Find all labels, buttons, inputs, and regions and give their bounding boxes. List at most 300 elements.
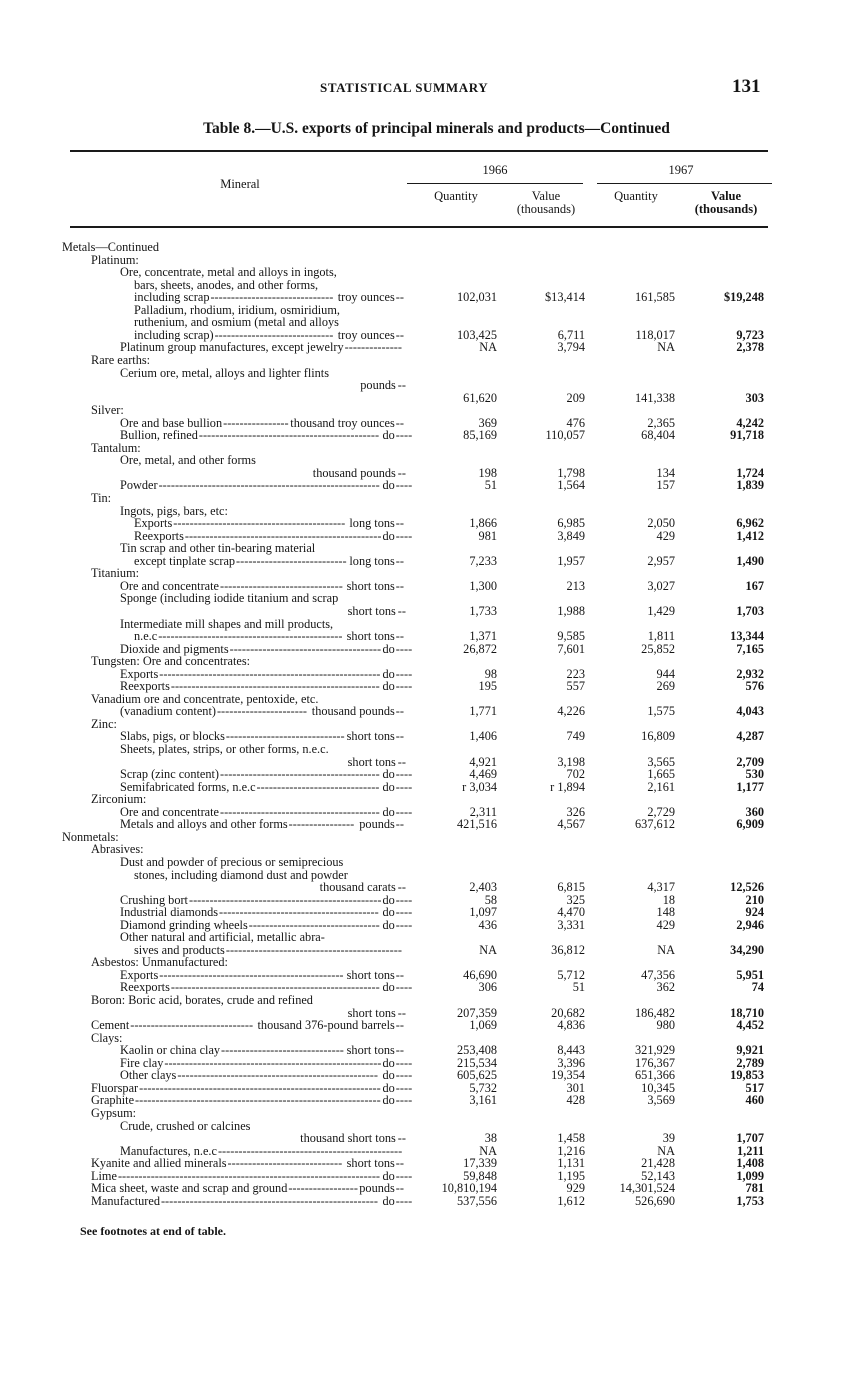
table-row [0, 592, 857, 605]
value-1967-cell: 19,853 [730, 1068, 764, 1083]
quantity-1966-cell: 4,921 [469, 754, 497, 769]
dot-leader: -- [397, 379, 406, 393]
quantity-1966-cell: 436 [478, 917, 497, 932]
table-row [0, 743, 857, 756]
quantity-1967-cell: 429 [656, 528, 675, 543]
quantity-1967-cell: NA [657, 340, 675, 355]
value-1966-cell: $13,414 [545, 290, 585, 305]
value-1967-cell: 530 [745, 767, 764, 782]
dot-leader: ---- [395, 479, 413, 493]
dot-leader: -- [397, 466, 406, 480]
row-label: Platinum: [91, 252, 139, 267]
quantity-1966-cell: 253,408 [457, 1043, 497, 1058]
row-label: Ore and concentrate [120, 578, 219, 593]
quantity-1967-cell: 186,482 [635, 1005, 675, 1020]
row-unit: short tons [347, 754, 396, 769]
row-label: Mica sheet, waste and scrap and ground [91, 1181, 288, 1196]
quantity-1966-cell: 1,771 [469, 704, 497, 719]
quantity-1966-cell: r 3,034 [462, 779, 497, 794]
table-header-rule [70, 226, 768, 228]
quantity-1966-cell: 98 [484, 666, 497, 681]
row-label: Cement [91, 1018, 130, 1033]
quantity-1966-cell: 2,311 [469, 804, 497, 819]
dot-leader: ---------------------------- [227, 1157, 343, 1171]
quantity-1966-cell: NA [479, 1143, 497, 1158]
value-1967-cell: 1,707 [736, 1131, 764, 1146]
row-label: Ore, concentrate, metal and alloys in ingots, [120, 265, 337, 280]
row-unit: do [382, 779, 395, 794]
value-1967-cell: 1,412 [736, 528, 764, 543]
dot-leader: -- [395, 517, 404, 531]
table-row [0, 869, 857, 882]
dot-leader: --------------------------------------- [219, 906, 379, 920]
dot-leader: ------------------------------------- [229, 642, 382, 656]
row-label: Nonmetals: [62, 829, 119, 844]
quantity-1967-cell: 3,569 [647, 1093, 675, 1108]
quantity-1967-cell: 3,565 [647, 754, 675, 769]
value-1966-cell: 6,985 [557, 516, 585, 531]
value-1966-cell: 749 [566, 729, 585, 744]
value-1967-cell: 924 [745, 905, 764, 920]
quantity-1967-cell: 2,365 [647, 415, 675, 430]
dot-leader: -- [395, 416, 404, 430]
dot-leader: ---------------- [223, 416, 289, 430]
value-1966-cell: 3,198 [557, 754, 585, 769]
row-unit: do [382, 1093, 395, 1108]
quantity-1967-cell: 1,575 [647, 704, 675, 719]
dot-leader: -- [395, 554, 404, 568]
value-1967-cell: 34,290 [730, 942, 764, 957]
row-label: Intermediate mill shapes and mill products, [120, 616, 334, 631]
quantity-1966-cell: 537,556 [457, 1193, 497, 1208]
row-label: Tin: [91, 491, 112, 505]
table-title-text: Table 8.—U.S. exports of principal minerals and products—Continued [203, 120, 670, 137]
quantity-1967-cell: 2,729 [647, 804, 675, 819]
header-year-1966: 1966 [482, 163, 508, 177]
dot-leader: ---- [395, 1069, 413, 1083]
row-unit: troy ounces [337, 327, 395, 342]
value-1966-cell: 3,396 [557, 1055, 585, 1070]
quantity-1967-cell: 148 [656, 905, 675, 920]
value-1967-cell: 2,932 [736, 666, 764, 681]
dot-leader: ------------------------------ [219, 579, 343, 593]
row-unit: do [382, 478, 395, 493]
row-label: Reexports [134, 528, 184, 543]
dot-leader: ----------------------------------------------------- [164, 1056, 382, 1070]
quantity-1967-cell: 944 [656, 666, 675, 681]
table-row [0, 266, 857, 279]
value-1967-cell: 4,043 [736, 704, 764, 719]
dot-leader: ---- [395, 805, 413, 819]
quantity-1967-cell: 16,809 [641, 729, 675, 744]
row-unit: do [382, 1080, 395, 1095]
dot-leader: ---- [395, 981, 413, 995]
row-unit: do [382, 1055, 395, 1070]
quantity-1966-cell: 1,733 [469, 603, 497, 618]
dot-leader: ---- [395, 1169, 413, 1183]
value-1966-cell: 428 [566, 1093, 585, 1108]
row-label: Fluorspar [91, 1080, 139, 1095]
row-label: Metals—Continued [62, 240, 160, 254]
row-label: Exports [120, 967, 159, 982]
table-row [0, 605, 857, 618]
dot-leader: ---- [395, 529, 413, 543]
row-label: Slabs, pigs, or blocks [120, 729, 225, 744]
value-1967-cell: 5,951 [736, 967, 764, 982]
value-1967-cell: 1,099 [736, 1168, 764, 1183]
row-label: Exports [120, 666, 159, 681]
value-1967-cell: 517 [745, 1080, 764, 1095]
row-label: Crushing bort [120, 892, 188, 907]
value-1966-cell: 4,470 [557, 905, 585, 920]
header-mineral: Mineral [220, 177, 260, 191]
quantity-1967-cell: 14,301,524 [619, 1181, 675, 1196]
value-1966-cell: 3,331 [557, 917, 585, 932]
quantity-1967-cell: 1,665 [647, 767, 675, 782]
row-unit: thousand short tons [300, 1131, 396, 1146]
value-1966-cell: 1,798 [557, 465, 585, 480]
quantity-1966-cell: 1,371 [469, 629, 497, 644]
row-unit: short tons [346, 1156, 395, 1171]
row-label: stones, including diamond dust and powder [134, 867, 348, 882]
dot-leader: ------------------------------------------------- [177, 1069, 378, 1083]
row-label: Metals and alloys and other forms [120, 817, 288, 832]
value-1967-cell: 2,946 [736, 917, 764, 932]
value-1966-cell: 8,443 [557, 1043, 585, 1058]
quantity-1966-cell: 46,690 [463, 967, 497, 982]
row-unit: thousand pounds [311, 704, 395, 719]
table-row [0, 1195, 857, 1208]
quantity-1967-cell: 2,161 [647, 779, 675, 794]
row-label: Graphite [91, 1093, 135, 1108]
quantity-1967-cell: 269 [656, 679, 675, 694]
dot-leader: ----------------------------- [225, 730, 345, 744]
row-unit: troy ounces [337, 290, 395, 305]
dot-leader: -- [395, 291, 404, 305]
table-row [0, 505, 857, 518]
value-1966-cell: 1,195 [557, 1168, 585, 1183]
value-1967-cell: 1,211 [737, 1143, 764, 1158]
dot-leader: ----------------------------------------------- [188, 893, 382, 907]
value-1966-cell: 1,216 [557, 1143, 585, 1158]
dot-leader: -------------------------------- [248, 918, 380, 932]
dot-leader: ----------------- [288, 1182, 358, 1196]
value-1966-cell: 1,564 [557, 478, 585, 493]
header-value-label: Value [531, 189, 561, 203]
quantity-1966-cell: 5,732 [469, 1080, 497, 1095]
value-1966-cell: 1,612 [557, 1193, 585, 1208]
table-row [0, 1120, 857, 1133]
quantity-1967-cell: 429 [656, 917, 675, 932]
dot-leader: --------------------------------------------------- [170, 981, 380, 995]
dot-leader: -- [397, 881, 406, 895]
value-1966-cell: 702 [566, 767, 585, 782]
row-label: Crude, crushed or calcines [120, 1118, 251, 1133]
footnote: See footnotes at end of table. [80, 1224, 226, 1238]
row-unit: short tons [346, 729, 395, 744]
quantity-1966-cell: 2,403 [469, 880, 497, 895]
quantity-1967-cell: 3,027 [647, 578, 675, 593]
value-1966-cell: 301 [566, 1080, 585, 1095]
dot-leader: -------------- [344, 341, 402, 355]
dot-leader: ----------------------------------------------------- [160, 1194, 378, 1208]
quantity-1966-cell: 1,069 [469, 1018, 497, 1033]
value-1966-cell: 476 [566, 415, 585, 430]
quantity-1966-cell: 58 [484, 892, 497, 907]
dot-leader: ------------------------------------------------------------ [135, 1094, 381, 1108]
quantity-1966-cell: 3,161 [469, 1093, 497, 1108]
table-row [0, 618, 857, 631]
quantity-1966-cell: NA [479, 340, 497, 355]
row-label: bars, sheets, anodes, and other forms, [134, 277, 319, 292]
row-unit: do [382, 917, 395, 932]
header-year-1967: 1967 [668, 163, 694, 177]
quantity-1967-cell: NA [657, 1143, 675, 1158]
row-label: Other natural and artificial, metallic abra- [120, 930, 325, 945]
dot-leader: ---- [395, 680, 413, 694]
dot-leader: ---- [395, 429, 413, 443]
row-unit: thousand 376-pound barrels [257, 1018, 395, 1033]
quantity-1966-cell: 198 [478, 465, 497, 480]
dot-leader: -- [395, 1157, 404, 1171]
row-label: ruthenium, and osmium (metal and alloys [134, 315, 339, 330]
row-label: Tungsten: Ore and concentrates: [91, 654, 251, 669]
header-quantity-1967: Quantity [614, 189, 658, 203]
table-row [0, 517, 857, 530]
quantity-1966-cell: 1,406 [469, 729, 497, 744]
value-1966-cell: 213 [566, 578, 585, 593]
table-row [0, 354, 857, 367]
quantity-1967-cell: 2,050 [647, 516, 675, 531]
quantity-1966-cell: 85,169 [463, 428, 497, 443]
row-unit: short tons [347, 1005, 396, 1020]
row-unit: short tons [346, 629, 395, 644]
quantity-1967-cell: 980 [656, 1018, 675, 1033]
dot-leader: --------------------------------------------- [158, 630, 343, 644]
table-row [0, 304, 857, 317]
row-label: Asbestos: Unmanufactured: [91, 955, 228, 970]
row-label: Other clays [120, 1068, 177, 1083]
row-unit: pounds [360, 378, 396, 393]
row-label: Rare earths: [91, 352, 151, 367]
row-unit: do [382, 1068, 395, 1083]
value-1967-cell: 210 [745, 892, 764, 907]
value-1966-cell: 7,601 [557, 641, 585, 656]
quantity-1967-cell: 10,345 [641, 1080, 675, 1095]
quantity-1966-cell: 369 [478, 415, 497, 430]
row-label: Sponge (including iodide titanium and scrap [120, 591, 339, 606]
value-1966-cell: 1,131 [557, 1156, 585, 1171]
value-1966-cell: 3,794 [557, 340, 585, 355]
row-unit: do [382, 641, 395, 656]
quantity-1967-cell: 25,852 [641, 641, 675, 656]
dot-leader: -------------------------------------------- [198, 429, 380, 443]
row-unit: do [382, 679, 395, 694]
row-label: Powder [120, 478, 158, 493]
row-unit: short tons [346, 967, 395, 982]
quantity-1967-cell: 362 [656, 980, 675, 995]
value-1967-cell: 13,344 [730, 629, 764, 644]
table-row [0, 479, 857, 492]
table-row [0, 454, 857, 467]
value-1967-cell: 2,709 [736, 754, 764, 769]
dot-leader: ------------------------------ [210, 291, 334, 305]
quantity-1966-cell: 1,097 [469, 905, 497, 920]
quantity-1967-cell: 651,366 [635, 1068, 675, 1083]
value-1967-cell: 12,526 [730, 880, 764, 895]
dot-leader: ------------------------------------------ [173, 517, 346, 531]
row-label: Tantalum: [91, 440, 141, 455]
quantity-1966-cell: 103,425 [457, 327, 497, 342]
table-row [0, 291, 857, 304]
dot-leader: -- [395, 630, 404, 644]
table-row [0, 818, 857, 831]
header-rule-1967 [597, 183, 772, 184]
row-label: sives and products [134, 942, 225, 957]
dot-leader: ---- [395, 667, 413, 681]
table-row [0, 931, 857, 944]
dot-leader: ---- [395, 1056, 413, 1070]
table-row [0, 705, 857, 718]
row-unit: short tons [346, 578, 395, 593]
header-value-label: Value [710, 189, 742, 203]
row-label: Gypsum: [91, 1105, 137, 1120]
row-unit: do [382, 666, 395, 681]
value-1966-cell: 1,957 [557, 553, 585, 568]
value-1967-cell: 74 [751, 980, 764, 995]
quantity-1967-cell: 18 [662, 892, 675, 907]
row-unit: do [382, 892, 395, 907]
value-1966-cell: 36,812 [551, 942, 585, 957]
quantity-1966-cell: 51 [484, 478, 497, 493]
quantity-1966-cell: 38 [484, 1131, 497, 1146]
table-row [0, 392, 857, 405]
value-1966-cell: 209 [566, 390, 585, 405]
row-unit: thousand troy ounces [290, 415, 395, 430]
quantity-1966-cell: 306 [478, 980, 497, 995]
row-label: Fire clay [120, 1055, 164, 1070]
dot-leader: --------------------------------------------- [159, 968, 344, 982]
value-1967-cell: 303 [745, 390, 764, 405]
quantity-1966-cell: 7,233 [469, 553, 497, 568]
dot-leader: ---------------- [288, 818, 355, 832]
row-unit: long tons [349, 516, 395, 531]
dot-leader: --------------------------- [236, 554, 347, 568]
row-label: Tin scrap and other tin-bearing material [120, 541, 316, 556]
row-label: including scrap [134, 290, 210, 305]
dot-leader: --------------------------------------------- [217, 1144, 403, 1158]
running-head [0, 78, 857, 98]
row-label: Scrap (zinc content) [120, 767, 220, 782]
value-1967-cell: 9,921 [736, 1043, 764, 1058]
row-unit: short tons [347, 603, 396, 618]
quantity-1967-cell: 1,429 [647, 603, 675, 618]
row-label: Platinum group manufactures, except jewelry [120, 340, 344, 355]
row-label: Reexports [120, 679, 170, 694]
dot-leader: -- [395, 818, 404, 832]
value-1966-cell: 4,226 [557, 704, 585, 719]
quantity-1966-cell: 605,625 [457, 1068, 497, 1083]
table-row [0, 542, 857, 555]
row-unit: do [382, 528, 395, 543]
row-label: including scrap) [134, 327, 214, 342]
quantity-1967-cell: 526,690 [635, 1193, 675, 1208]
dot-leader: ---- [395, 1081, 413, 1095]
value-1966-cell: 557 [566, 679, 585, 694]
row-unit: do [382, 1193, 395, 1208]
header-value-1967 [683, 190, 769, 216]
dot-leader: ---- [395, 918, 413, 932]
value-1967-cell: 6,909 [736, 817, 764, 832]
table-title [0, 120, 857, 138]
row-label: Ingots, pigs, bars, etc: [120, 503, 228, 518]
row-label: Diamond grinding wheels [120, 917, 248, 932]
header-value-units: (thousands) [516, 202, 576, 216]
dot-leader: -- [397, 604, 406, 618]
value-1966-cell: 1,988 [557, 603, 585, 618]
quantity-1967-cell: 161,585 [635, 290, 675, 305]
dot-leader: ------------------------------ [256, 780, 380, 794]
value-1966-cell: 51 [572, 980, 585, 995]
row-label: Vanadium ore and concentrate, pentoxide, etc. [91, 691, 319, 706]
table-row [0, 856, 857, 869]
row-unit: do [382, 905, 395, 920]
value-1966-cell: 6,815 [557, 880, 585, 895]
dot-leader: ------------------------------------------------------ [159, 667, 381, 681]
quantity-1966-cell: 421,516 [457, 817, 497, 832]
table-top-rule [70, 150, 768, 152]
quantity-1967-cell: 321,929 [635, 1043, 675, 1058]
table-row [0, 994, 857, 1007]
quantity-1966-cell: 10,810,194 [441, 1181, 497, 1196]
row-label: Ore and concentrate [120, 804, 219, 819]
row-label: Zinc: [91, 716, 117, 731]
value-1966-cell: 20,682 [551, 1005, 585, 1020]
dot-leader: ---- [395, 906, 413, 920]
row-label: Boron: Boric acid, borates, crude and refined [91, 993, 313, 1007]
dot-leader: ---------------------------------------------------------------- [117, 1169, 381, 1183]
quantity-1966-cell: 59,848 [463, 1168, 497, 1183]
header-value-1966 [503, 190, 589, 216]
dot-leader: -- [395, 579, 404, 593]
row-unit: do [382, 428, 395, 443]
table-row [0, 316, 857, 329]
value-1967-cell: 1,839 [736, 478, 764, 493]
row-label: except tinplate scrap [134, 553, 236, 568]
quantity-1967-cell: 1,811 [647, 629, 675, 644]
table-row [0, 1107, 857, 1120]
dot-leader: -- [395, 730, 404, 744]
dot-leader: --------------------------------------- [219, 805, 380, 819]
value-1967-cell: 6,962 [736, 516, 764, 531]
page-number: 131 [732, 76, 761, 97]
quantity-1967-cell: 2,957 [647, 553, 675, 568]
dot-leader: ---- [395, 1194, 413, 1208]
value-1967-cell: 1,408 [736, 1156, 764, 1171]
row-label: Zirconium: [91, 792, 147, 807]
dot-leader: ---- [395, 1094, 413, 1108]
row-label: Semifabricated forms, n.e.c [120, 779, 256, 794]
dot-leader: ------------------------------------------- [225, 943, 402, 957]
dot-leader: ---- [395, 780, 413, 794]
quantity-1967-cell: 176,367 [635, 1055, 675, 1070]
quantity-1967-cell: 157 [656, 478, 675, 493]
dot-leader: ------------------------------------------------ [184, 529, 382, 543]
value-1966-cell: 4,836 [557, 1018, 585, 1033]
value-1967-cell: 2,789 [736, 1055, 764, 1070]
quantity-1966-cell: 1,300 [469, 578, 497, 593]
row-unit: thousand pounds [312, 465, 396, 480]
